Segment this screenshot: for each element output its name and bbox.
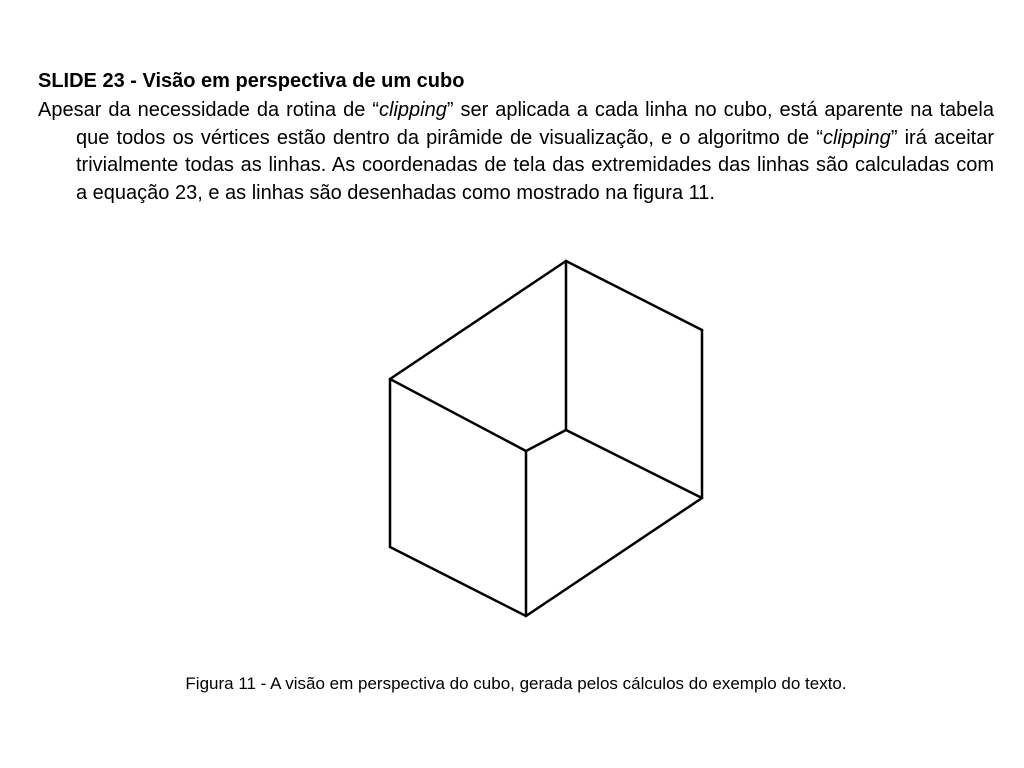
paragraph-text-3: ” irá aceitar trivialmente todas as linhas. As coordenadas de tela das extremidades das linhas são calculadas com a equação 23, e as linhas são desenhadas como mostrado na figura 11.	[76, 126, 995, 204]
paragraph-text-2: ” ser aplicada a cada linha no cubo, está aparente na tabela que todos os vértices estão dentro da pirâmide de visualização, e o algoritmo de “	[76, 99, 994, 149]
term-clipping-1: clipping	[379, 99, 447, 121]
cube-edge-front-bottom-left	[390, 547, 526, 616]
cube-edge-back-top-right	[566, 261, 702, 330]
paragraph-text-1: Apesar da necessidade da rotina de “	[38, 99, 379, 121]
cube-edge-inner-left	[526, 430, 566, 451]
term-clipping-2: clipping	[822, 126, 891, 149]
figure-caption: Figura 11 - A visão em perspectiva do cubo, gerada pelos cálculos do exemplo do texto.	[185, 674, 847, 693]
cube-edge-front-bottom-right	[526, 498, 702, 616]
cube-edge-inner-right	[566, 430, 702, 498]
cube-edge-front-top	[390, 379, 526, 451]
slide-title: SLIDE 23 - Visão em perspectiva de um cubo	[38, 70, 465, 92]
cube-edge-back-top-left	[390, 261, 566, 379]
